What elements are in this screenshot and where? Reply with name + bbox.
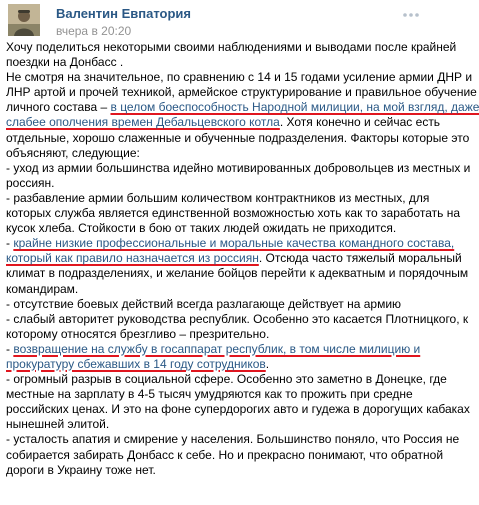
text-line: командирам.: [6, 281, 79, 296]
text-line: отдельные, хорошо слаженные и обученные подразделения. Факторы которые это: [6, 130, 470, 145]
text-line: ЛНР артой и прочей техникой, армейское структурирование и правильное обучение: [6, 85, 477, 100]
text-line: личного состава – в целом боеспособность Народной милиции, на мой взгляд, даже: [6, 100, 479, 115]
text-line: который как правило назначается из россиян. Отсюда часто тяжелый моральный: [6, 251, 462, 266]
user-avatar-icon: [8, 4, 40, 36]
text-line: кусок хлеба. Стойкости в бою от таких людей ожидать не приходится.: [6, 221, 397, 236]
text-line: климат в подразделениях, и желание бойцов перейти к адекватным и порядочным: [6, 266, 469, 281]
highlighted-text: в целом боеспособность Народной милиции, на мой взгляд, даже: [110, 100, 479, 115]
text-line: поездки на Донбасс .: [6, 55, 124, 70]
text-line: - возвращение на службу в госаппарат республик, в том числе милицию и: [6, 341, 421, 356]
text-line: - огромный разрыв в социальной сфере. Особенно это заметно в Донецке, где: [6, 372, 447, 387]
text-line: - слабый авторитет руководства республик. Особенно это касается Плотницкого, к: [6, 311, 469, 326]
text-line: дороги в Украину тоже нет.: [6, 462, 156, 477]
post-text: [6, 40, 479, 478]
avatar[interactable]: [8, 4, 40, 36]
post-timestamp[interactable]: вчера в 20:20: [56, 24, 132, 38]
text-line: которому относятся брезгливо – презрительно.: [6, 326, 270, 341]
text-line: россиян.: [6, 175, 55, 190]
text-line: которых служба является единственной возможностью хоть как то заработать на: [6, 206, 460, 221]
text-line: нынешней элитой.: [6, 417, 110, 432]
text-line: местные на зарплату в 4-5 тысяч умудряются как то прожить при средне: [6, 387, 413, 402]
text-line: - крайне низкие профессиональные и моральные качества командного состава,: [6, 236, 455, 251]
highlighted-text: прокуратуру сбежавших в 14 году сотрудников: [6, 356, 266, 371]
text-line: Не смотря на значительное, по сравнению с 14 и 15 годами усиление армии ДНР и: [6, 70, 473, 85]
text-line: Хочу поделиться некоторыми своими наблюдениями и выводами после крайней: [6, 40, 457, 54]
highlighted-text: возвращение на службу в госаппарат республик, в том числе милицию и: [13, 341, 421, 356]
text-line: - разбавление армии большим количеством контрактников из местных, для: [6, 190, 430, 205]
text-line: объясняют, следующие:: [6, 145, 140, 160]
text-line: прокуратуру сбежавших в 14 году сотрудников.: [6, 356, 270, 371]
highlighted-text: слабее ополчения времен Дебальцевского котла: [6, 115, 280, 130]
text-line: слабее ополчения времен Дебальцевского котла. Хотя конечно и сейчас есть: [6, 115, 441, 130]
more-horizontal-icon[interactable]: [402, 10, 420, 20]
text-line: российских ценах. И это на фоне супердорогих авто и гудежа в дорогущих кабаках: [6, 402, 470, 417]
highlighted-text: который как правило назначается из россиян: [6, 251, 259, 266]
text-line: собирается забирать Донбасс к себе. Но и прекрасно понимают, что обратной: [6, 447, 444, 462]
highlighted-text: крайне низкие профессиональные и моральные качества командного состава,: [13, 236, 455, 251]
author-name[interactable]: Валентин Евпатория: [56, 6, 192, 21]
text-line: - усталость апатия и смирение у населения. Большинство поняло, что Россия не: [6, 432, 460, 447]
text-line: - отсутствие боевых действий всегда разлагающе действует на армию: [6, 296, 402, 311]
text-line: - уход из армии большинства идейно мотивированных добровольцев из местных и: [6, 160, 471, 175]
